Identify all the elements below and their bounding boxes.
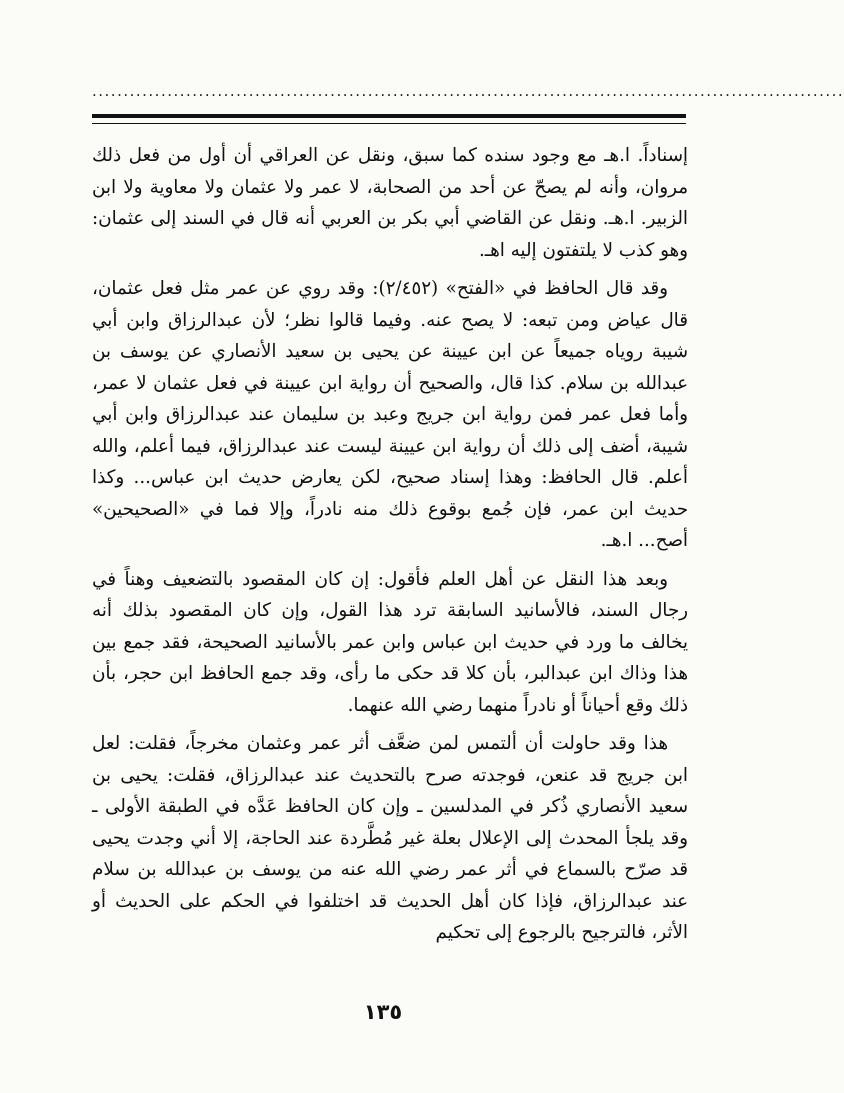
paragraph-1: إسناداً. ا.هـ مع وجود سنده كما سبق، ونقل عن العراقي أن أول من فعل ذلك مروان، وأنه لم يصحّ عن أحد من الصحابة، لا عمر ولا عثمان ولا معاوية ولا ابن الزبير. ا.هـ. ونقل عن القاضي أبي بكر بن العربي أنه قال في السند إلى عثمان: وهو كذب لا يلتفتون إليه اهـ. xyxy=(92,145,688,261)
paragraph-2: وقد قال الحافظ في «الفتح» (٢/٤٥٢): وقد روي عن عمر مثل فعل عثمان، قال عياض ومن تبعه: لا يصح عنه. وفيما قالوا نظر؛ لأن عبدالرزاق وابن أبي شيبة روياه جميعاً عن ابن عيينة عن يحيى بن سعيد الأنصاري عن يوسف بن عبدالله بن سلام. كذا قال، والصحيح أن رواية ابن عيينة في فعل عثمان لا عمر، وأما فعل عمر فمن رواية ابن جريج وعبد بن سليمان عند عبدالرزاق وابن أبي شيبة، أضف إلى ذلك أن رواية ابن عيينة ليست عند عبدالرزاق، فيما أعلم، والله أعلم. قال الحافظ: وهذا إسناد صحيح، لكن يعارض حديث ابن عباس... وكذا حديث ابن عمر، فإن جُمع بوقوع ذلك منه نادراً، وإلا فما في «الصحيحين» أصح... ا.هـ. xyxy=(92,278,688,551)
body-text xyxy=(92,140,688,956)
paragraph-4: هذا وقد حاولت أن ألتمس لمن ضعَّف أثر عمر وعثمان مخرجاً، فقلت: لعل ابن جريج قد عنعن، فوجدته صرح بالتحديث عند عبدالرزاق، فقلت: يحيى بن سعيد الأنصاري ذُكر في المدلسين ـ وإن كان الحافظ عَدَّه في الطبقة الأولى ـ وقد يلجأ المحدث إلى الإعلال بعلة غير مُطَّردة عند الحاجة، إلا أني وجدت يحيى قد صرّح بالسماع في أثر عمر رضي الله عنه من يوسف بن عبدالله بن سلام عند عبدالرزاق، فإذا كان أهل الحديث قد اختلفوا في الحكم على الحديث أو الأثر، فالترجيح بالرجوع إلى تحكيم xyxy=(92,733,688,943)
header-rule-thin xyxy=(92,123,686,124)
header-rule-thick xyxy=(92,114,686,118)
page-number: ١٣٥ xyxy=(363,1000,403,1024)
paragraph-3: وبعد هذا النقل عن أهل العلم فأقول: إن كان المقصود بالتضعيف وهناً في رجال السند، فالأسانيد السابقة ترد هذا القول، وإن كان المقصود بذلك أنه يخالف ما ورد في حديث ابن عباس وابن عمر بالأسانيد الصحيحة، فقد جمع بين هذا وذاك ابن عبدالبر، بأن كلا قد حكى ما رأى، وقد جمع الحافظ ابن حجر، بأن ذلك وقع أحياناً أو نادراً منهما رضي الله عنهما. xyxy=(92,568,688,716)
header-dotted-line: ........................................................................................................................ xyxy=(92,82,844,100)
